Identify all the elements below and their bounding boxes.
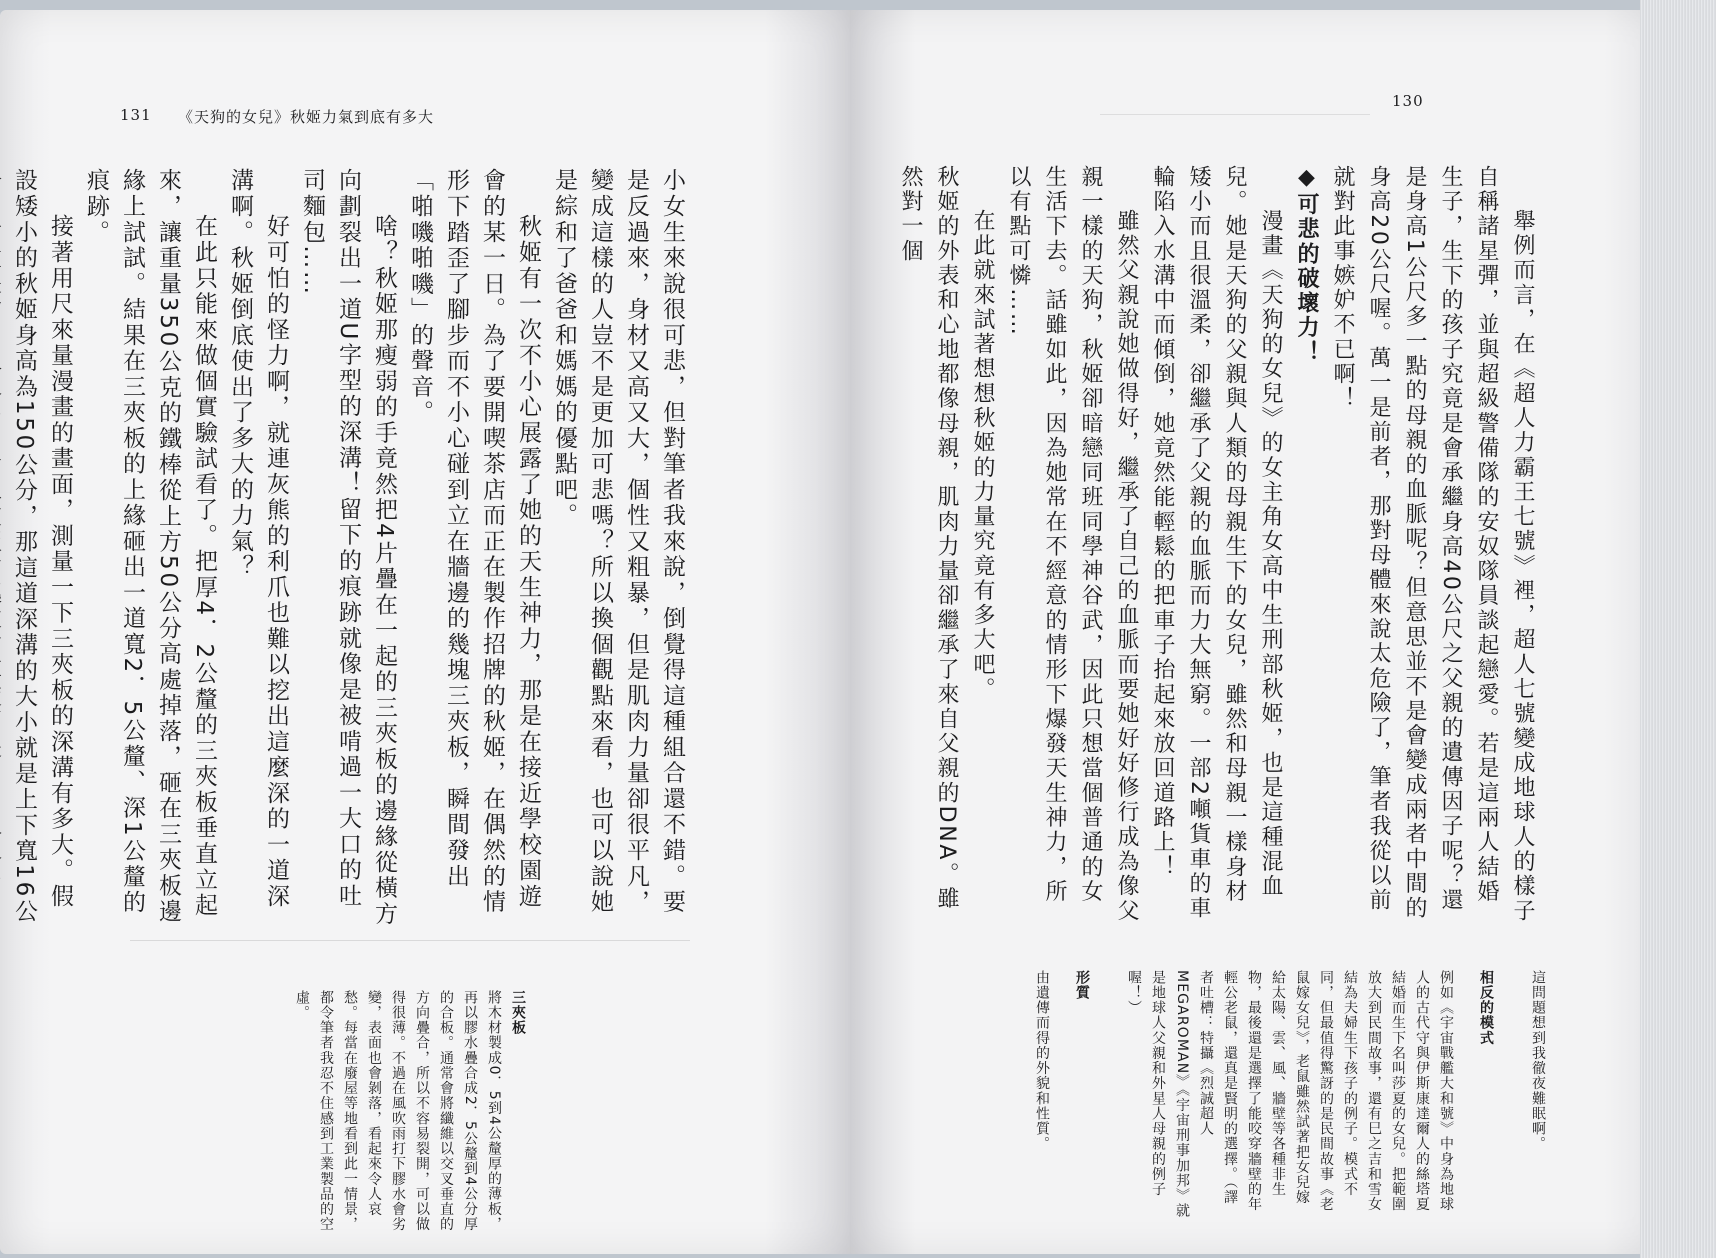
paragraph: 在此就來試著想想秋姬的力量究竟有多大吧。: [970, 209, 995, 702]
note-text: 由遺傳而得的外貌和性質。: [1034, 970, 1050, 1152]
left-page-number: 131: [120, 106, 152, 124]
paragraph: 雖然父親說她做得好，繼承了自己的血脈而要她好好修行成為像父親一樣的天狗，秋姬卻暗戀同班同學神谷武，因此只想當個普通的女生活下去。話雖如此，因為她常在不經意的情形下爆發天生神力，所以有點可憐……: [1006, 165, 1139, 924]
note-text: 這問題想到我徹夜難眠啊。: [1530, 970, 1546, 1152]
note-text: 將木材製成0．5到4公釐厚的薄板，再以膠水疊合成2．5公釐到4公分厚的合板。通常會將纖維以交叉垂直的方向疊合，所以不容易裂開，可以做得很薄。不過在風吹雨打下膠水會劣變，表面也會剝落，看起來令人哀愁。每當在廢屋等地看到此一情景，都令筆者我忍不住感到工業製品的空虛。: [294, 990, 502, 1232]
right-main-text: [898, 165, 1540, 925]
paragraph: 小女生來說很可悲，但對筆者我來說，倒覺得這種組合還不錯。要是反過來，身材又高又大，個性又粗暴，但是肌肉力量卻很平凡，變成這樣的人豈不是更加可悲嗎？所以換個觀點來看，也可以說她是綜和了爸爸和媽媽的優點吧。: [551, 168, 685, 916]
note-text: 例如《宇宙戰艦大和號》中身為地球人的古代守與伊斯康達爾人的絲塔夏結婚而生下名叫莎夏的女兒。把範圍放大到民間故事，還有巳之吉和雪女結為夫婦生下孩子的例子。模式不同，但最值得驚訝的是民間故事《老鼠嫁女兒》，老鼠雖然試著把女兒嫁給太陽、雲、風、牆壁等各種非生物，最後還是選擇了能咬穿牆壁的年輕公老鼠，還真是賢明的選擇。（譯者吐槽：特攝《烈誠超人MEGAROMAN》《宇宙刑事加邦》就是地球人父親和外星人母親的例子喔！）: [1126, 970, 1454, 1219]
paragraph: 啥？秋姬那瘦弱的手竟然把4片疊在一起的三夾板的邊緣從橫方向劃裂出一道U字型的深溝！留下的痕跡就像是被啃過一大口的吐司麵包……: [299, 168, 397, 927]
right-page: [850, 10, 1670, 1254]
book-page-edges: [1640, 0, 1716, 1258]
paragraph: 接著用尺來量漫畫的畫面，測量一下三夾板的深溝有多大。假設矮小的秋姬身高為150公分，那這道深溝的大小就是上下寬16公: [11, 168, 73, 925]
left-running-title: 《天狗的女兒》秋姬力氣到底有多大: [178, 108, 435, 126]
paragraph: 漫畫《天狗的女兒》的女主角女高中生刑部秋姬，也是這種混血兒。她是天狗的父親與人類的母親生下的女兒，雖然和母親一樣身材矮小而且很溫柔，卻繼承了父親的血脈而力大無窮。一部2噸貨車的車輪陷入水溝中而傾倒，她竟然能輕鬆的把車子抬起來放回道路上！: [1150, 165, 1283, 921]
left-main-text: [11, 168, 690, 928]
note-title: 相反的模式: [1478, 970, 1494, 1046]
left-side-note: [260, 990, 530, 1240]
right-page-number: 130: [1392, 92, 1424, 110]
right-side-notes: [950, 970, 1550, 1220]
note-title: 形質: [1074, 970, 1090, 1001]
paragraph: 在此只能來做個實驗試看了。把厚4．2公釐的三夾板垂直立起來，讓重量350公克的鐵棒從上方50公分高處掉落，砸在三夾板邊緣上試試。結果在三夾板的上緣砸出一道寬2．5公釐、深1公釐的痕跡。: [83, 168, 217, 925]
note-title: 三夾板: [510, 990, 526, 1036]
paragraph: 秋姬的外表和心地都像母親，肌肉力量卻繼承了來自父親的DNA。雖然對一個: [898, 165, 959, 912]
left-page: [0, 10, 850, 1254]
paragraph: 好可怕的怪力啊，就連灰熊的利爪也難以挖出這麼深的一道深溝啊。秋姬倒底使出了多大的力氣？: [227, 168, 289, 910]
section-heading: ◆可悲的破壞力！: [1294, 165, 1319, 366]
paragraph: 舉例而言，在《超人力霸王七號》裡，超人七號變成地球人的樣子自稱諸星彈，並與超級警備隊的安奴隊員談起戀愛。若是這兩人結婚生子，生下的孩子究竟是會承繼身高40公尺之父親的遺傳因子呢？還是身高1公尺多一點的母親的血脈呢？但意思並不是會變成兩者中間的身高20公尺喔。萬一是前者，那對母體來說太危險了，筆者我從以前就對此事嫉妒不已啊！: [1330, 165, 1535, 924]
paragraph: 秋姬有一次不小心展露了她的天生神力，那是在接近學校園遊會的某一日。為了要開喫茶店而正在製作招牌的秋姬，在偶然的情形下踏歪了腳步而不小心碰到立在牆邊的幾塊三夾板，瞬間發出「啪嘰啪嘰」的聲音。: [407, 168, 541, 916]
